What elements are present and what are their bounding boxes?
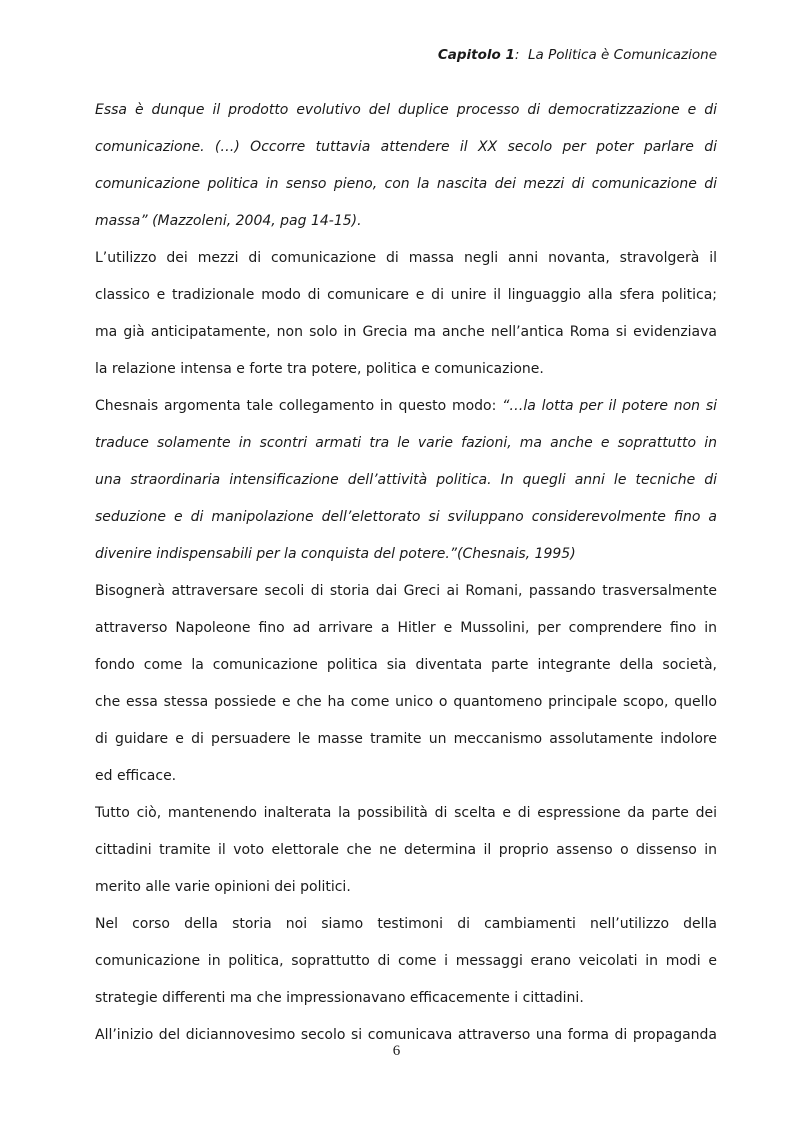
text-line (95, 721, 717, 758)
italic-text-segment: comunicazione. (…) Occorre tuttavia attendere il XX secolo per poter parlare di (95, 139, 717, 155)
text-segment: strategie differenti ma che impressionavano efficacemente i cittadini. (95, 990, 584, 1006)
text-segment: cittadini tramite il voto elettorale che ne determina il proprio assenso o dissenso in (95, 842, 717, 858)
text-line (95, 795, 717, 832)
italic-text-segment: Essa è dunque il prodotto evolutivo del duplice processo di democratizzazione e di (95, 102, 717, 118)
text-segment: la relazione intensa e forte tra potere, politica e comunicazione. (95, 361, 544, 377)
text-line (95, 684, 717, 721)
text-line (95, 573, 717, 610)
text-line (95, 647, 717, 684)
text-segment: ed efficace. (95, 768, 177, 784)
italic-text-segment: comunicazione politica in senso pieno, con la nascita dei mezzi di comunicazione di (95, 176, 717, 192)
text-segment: che essa stessa possiede e che ha come unico o quantomeno principale scopo, quello (95, 694, 717, 710)
body-text (95, 92, 717, 1054)
text-line (95, 832, 717, 869)
text-line (95, 610, 717, 647)
text-line (95, 277, 717, 314)
text-line (95, 92, 717, 129)
text-line (95, 943, 717, 980)
text-line (95, 462, 717, 499)
text-segment: di guidare e di persuadere le masse tramite un meccanismo assolutamente indolore (95, 731, 717, 747)
page-number: 6 (392, 1043, 401, 1059)
text-segment: attraverso Napoleone fino ad arrivare a Hitler e Mussolini, per comprendere fino in (95, 620, 717, 636)
text-line (95, 869, 717, 906)
text-segment: ma già anticipatamente, non solo in Grecia ma anche nell’antica Roma si evidenziava (95, 324, 717, 340)
text-line (95, 425, 717, 462)
italic-text-segment: seduzione e di manipolazione dell’elettorato si sviluppano considerevolmente fino a (95, 509, 717, 525)
text-segment: comunicazione in politica, soprattutto di come i messaggi erano veicolati in modi e (95, 953, 717, 969)
text-line (95, 129, 717, 166)
italic-text-segment: traduce solamente in scontri armati tra le varie fazioni, ma anche e soprattutto in (95, 435, 717, 451)
text-line (95, 758, 717, 795)
text-line (95, 203, 717, 240)
italic-text-segment: massa” (Mazzoleni, 2004, pag 14-15). (95, 213, 362, 229)
text-segment: Tutto ciò, mantenendo inalterata la possibilità di scelta e di espressione da parte dei (95, 805, 717, 821)
text-segment: All’inizio del diciannovesimo secolo si comunicava attraverso una forma di propaganda (95, 1027, 717, 1043)
chapter-label: Capitolo 1 (437, 47, 515, 63)
text-segment: classico e tradizionale modo di comunicare e di unire il linguaggio alla sfera politica; (95, 287, 717, 303)
text-segment: L’utilizzo dei mezzi di comunicazione di massa negli anni novanta, stravolgerà il (95, 250, 717, 266)
text-segment: Bisognerà attraversare secoli di storia dai Greci ai Romani, passando trasversalmente (95, 583, 717, 599)
running-header (438, 45, 717, 65)
header-separator: : (514, 47, 520, 63)
text-line (95, 906, 717, 943)
text-line (95, 351, 717, 388)
text-line (95, 240, 717, 277)
text-line (95, 980, 717, 1017)
italic-text-segment: “…la lotta per il potere non si (502, 398, 717, 414)
italic-text-segment: una straordinaria intensificazione dell’attività politica. In quegli anni le tecniche di (95, 472, 717, 488)
text-line (95, 499, 717, 536)
chapter-title: La Politica è Comunicazione (528, 47, 717, 63)
text-segment: Chesnais argomenta tale collegamento in questo modo: (95, 398, 503, 414)
text-segment: Nel corso della storia noi siamo testimoni di cambiamenti nell’utilizzo della (95, 916, 717, 932)
italic-text-segment: divenire indispensabili per la conquista del potere.”(Chesnais, 1995) (95, 546, 576, 562)
text-line (95, 166, 717, 203)
text-line (95, 388, 717, 425)
text-segment: fondo come la comunicazione politica sia diventata parte integrante della società, (95, 657, 717, 673)
text-line (95, 536, 717, 573)
text-line (95, 314, 717, 351)
text-segment: merito alle varie opinioni dei politici. (95, 879, 351, 895)
